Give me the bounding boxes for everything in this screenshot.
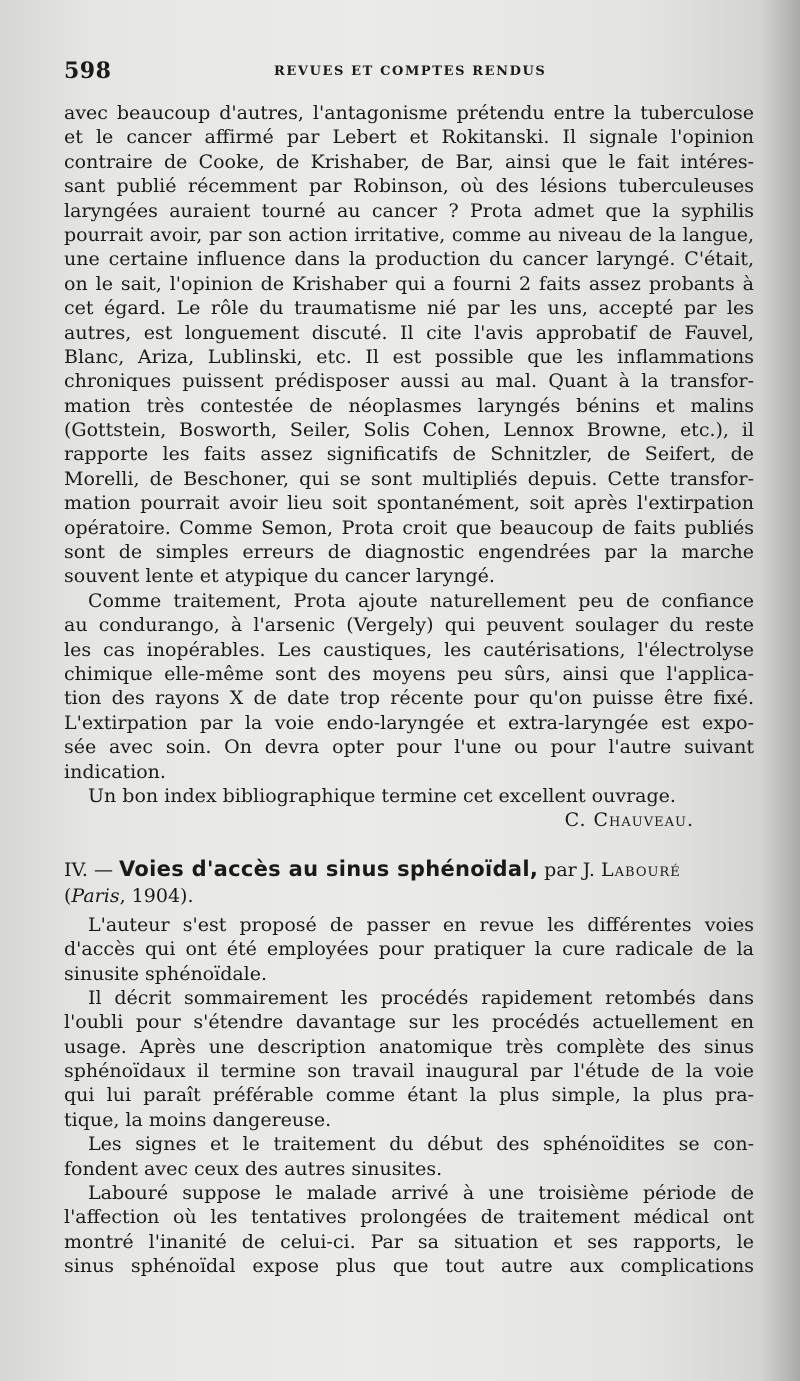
text-line: L'auteur s'est proposé de passer en revue les différentes voies: [88, 913, 754, 936]
text-line: une certaine influence dans la production du cancer laryngé. C'était,: [64, 248, 754, 271]
section-heading: [64, 855, 754, 883]
text-line: chroniques puissent prédisposer aussi au mal. Quant à la transfor-: [64, 370, 754, 393]
text-line: contraire de Cooke, de Krishaber, de Bar, ainsi que le fait intéres-: [64, 150, 754, 173]
text-line: Blanc, Ariza, Lublinski, etc. Il est possible que les inflammations: [64, 345, 754, 368]
text-line: opératoire. Comme Semon, Prota croit que beaucoup de faits publiés: [64, 516, 754, 539]
text-line: au condurango, à l'arsenic (Vergely) qui peuvent soulager du reste: [64, 614, 754, 637]
paragraph-intro: [64, 913, 754, 986]
text-line: qui lui paraît préférable comme étant la plus simple, la plus pra-: [64, 1084, 754, 1107]
paragraph-treatment: [64, 589, 754, 784]
section-author: Labouré: [601, 858, 681, 881]
running-head: REVUES ET COMPTES RENDUS: [274, 64, 547, 79]
page-header: [64, 58, 744, 88]
text-line: sont de simples erreurs de diagnostic engendrées par la marche: [64, 541, 754, 564]
text-line: Il décrit sommairement les procédés rapidement retombés dans: [88, 986, 754, 1009]
text-line: laryngées auraient tourné au cancer ? Prota admet que la syphilis: [64, 199, 754, 222]
paragraph-prota-review: [64, 101, 754, 589]
text-line: l'oubli pour s'étendre davantage sur les procédés actuellement en: [64, 1011, 754, 1034]
text-line: indication.: [64, 760, 166, 783]
section-year: , 1904).: [119, 884, 194, 907]
section-number: IV. —: [64, 858, 113, 881]
text-line: Morelli, de Beschoner, qui se sont multipliés depuis. Cette transfor-: [64, 467, 754, 490]
text-line: souvent lente et atypique du cancer laryngé.: [64, 565, 495, 588]
text-line: usage. Après une description anatomique très complète des sinus: [64, 1035, 754, 1058]
text-line: rapporte les faits assez significatifs de Schnitzler, de Seifert, de: [64, 443, 754, 466]
page-edge-shadow: [760, 0, 800, 1381]
paragraph-bibliography: [64, 784, 754, 808]
text-line: chimique elle-même sont des moyens peu sûrs, ainsi que l'applica-: [64, 662, 754, 685]
section-title: Voies d'accès au sinus sphénoïdal,: [119, 856, 539, 881]
text-line: montré l'inanité de celui-ci. Par sa situation et ses rapports, le: [64, 1230, 754, 1253]
text-line: pourrait avoir, par son action irritative, comme au niveau de la langue,: [64, 223, 754, 246]
section-source: (Paris, 1904).: [64, 884, 194, 907]
text-line: cet égard. Le rôle du traumatisme nié par les uns, accepté par les: [64, 297, 754, 320]
paragraph-signs: [64, 1132, 754, 1181]
text-line: Les signes et le traitement du début des sphénoïdites se con-: [88, 1133, 754, 1156]
text-line: mation pourrait avoir lieu soit spontanément, soit après l'extirpation: [64, 492, 754, 515]
section-by: par J.: [544, 858, 595, 881]
body-text: [64, 101, 754, 1279]
text-line: tion des rayons X de date trop récente pour qu'on puisse être fixé.: [64, 687, 754, 710]
text-line: et le cancer affirmé par Lebert et Rokitanski. Il signale l'opinion: [64, 126, 754, 149]
text-line: tique, la moins dangereuse.: [64, 1108, 332, 1131]
text-line: (Gottstein, Bosworth, Seiler, Solis Cohen, Lennox Browne, etc.), il: [64, 419, 754, 442]
review-signature: [64, 808, 754, 832]
text-line: fondent avec ceux des autres sinusites.: [64, 1157, 443, 1180]
text-line: les cas inopérables. Les caustiques, les cautérisations, l'électrolyse: [64, 638, 754, 661]
text-line: autres, est longuement discuté. Il cite l'avis approbatif de Fauvel,: [64, 321, 754, 344]
text-line: d'accès qui ont été employées pour pratiquer la cure radicale de la: [64, 938, 754, 961]
text-line: mation très contestée de néoplasmes laryngés bénins et malins: [64, 394, 754, 417]
text-line: sphénoïdaux il termine son travail inaugural par l'étude de la voie: [64, 1060, 754, 1083]
text-line: sinus sphénoïdal expose plus que tout autre aux complications: [64, 1255, 754, 1278]
text-line: sée avec soin. On devra opter pour l'une ou pour l'autre suivant: [64, 736, 754, 759]
text-line: on le sait, l'opinion de Krishaber qui a fourni 2 faits assez probants à: [64, 272, 754, 295]
text-line: Un bon index bibliographique termine cet excellent ouvrage.: [88, 784, 676, 807]
section-place: Paris: [71, 884, 120, 907]
text-line: Comme traitement, Prota ajoute naturellement peu de confiance: [88, 589, 754, 612]
paragraph-procedures: [64, 986, 754, 1132]
text-line: sinusite sphénoïdale.: [64, 962, 268, 985]
text-line: avec beaucoup d'autres, l'antagonisme prétendu entre la tuberculose: [64, 102, 754, 124]
text-line: sant publié récemment par Robinson, où des lésions tuberculeuses: [64, 175, 754, 198]
text-line: l'affection où les tentatives prolongées de traitement médical ont: [64, 1206, 754, 1229]
paragraph-complications: [64, 1181, 754, 1279]
text-line: Labouré suppose le malade arrivé à une troisième période de: [88, 1182, 754, 1205]
text-line: L'extirpation par la voie endo-laryngée et extra-laryngée est expo-: [64, 711, 754, 734]
signature-name: C. Chauveau.: [564, 809, 694, 832]
page-number: 598: [64, 58, 112, 84]
